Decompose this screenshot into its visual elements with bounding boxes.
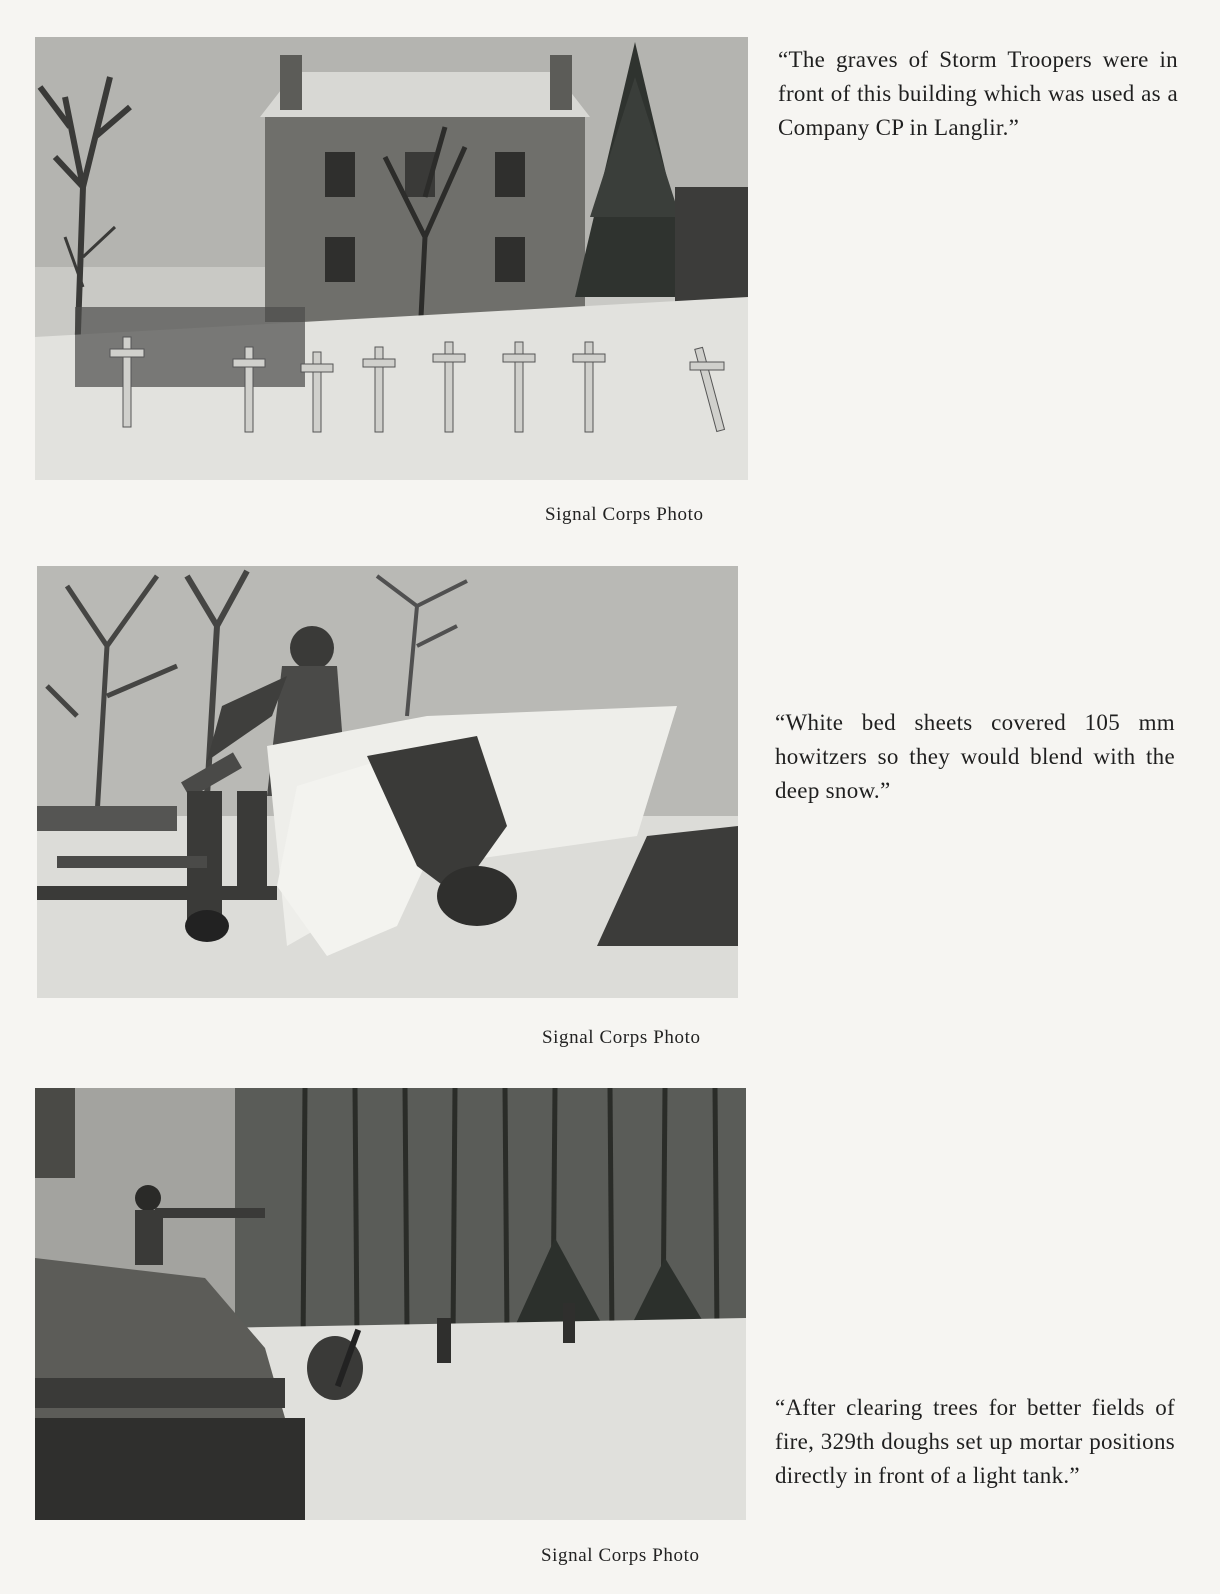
photo-graves-building — [35, 37, 748, 480]
photo-credit-3: Signal Corps Photo — [541, 1545, 700, 1566]
photo-graves-building-image — [35, 37, 748, 480]
photo-howitzer-sheets-image — [37, 566, 738, 998]
photo-howitzer-sheets — [37, 566, 738, 998]
photo-tank-mortar — [35, 1088, 746, 1520]
photo-credit-1: Signal Corps Photo — [545, 504, 704, 525]
photo-caption-2: “White bed sheets covered 105 mm howitzers so they would blend with the deep snow.” — [775, 710, 1175, 803]
photo-credit-2: Signal Corps Photo — [542, 1027, 701, 1048]
photo-caption-1: “The graves of Storm Troopers were in front of this building which was used as a Company CP in Langlir.” — [778, 47, 1178, 140]
photo-caption-3: “After clearing trees for better fields of fire, 329th doughs set up mortar positions directly in front of a light tank.” — [775, 1395, 1175, 1488]
photo-tank-mortar-image — [35, 1088, 746, 1520]
